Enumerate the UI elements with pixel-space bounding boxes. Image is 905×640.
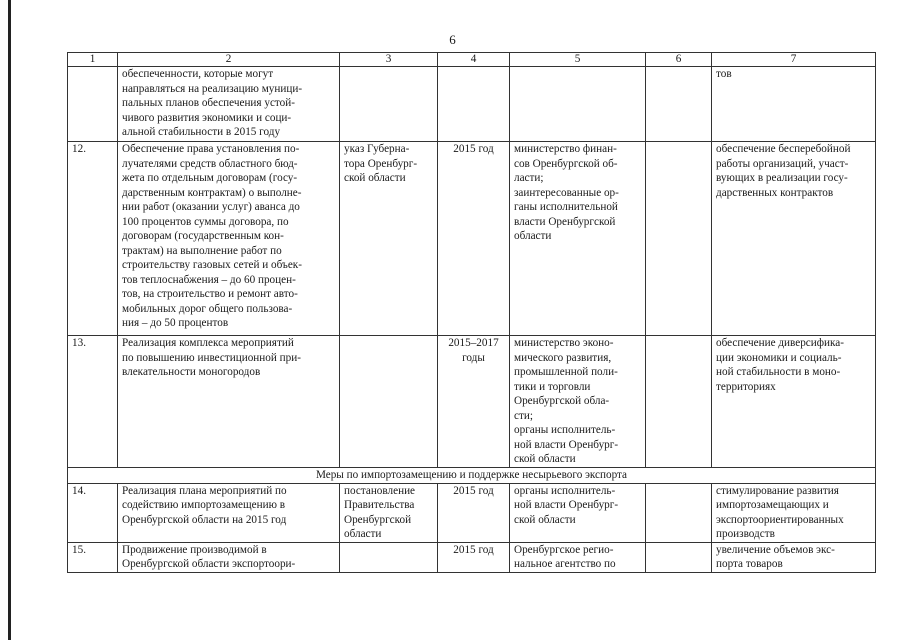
- executor-cell: [510, 542, 646, 572]
- result-cell: [712, 542, 876, 572]
- row-number: 13.: [68, 336, 118, 468]
- cell-text-line: лучателями средств областного бюд-: [122, 157, 298, 170]
- cell-text-line: мобильных дорог общего пользова-: [122, 302, 293, 315]
- measure-cell: [118, 483, 340, 542]
- cell-text-line: ской области: [344, 172, 406, 184]
- cell-text-line: ской области: [514, 513, 576, 526]
- column-header-4: 4: [438, 53, 510, 67]
- measure-cell: [118, 142, 340, 336]
- cell-text-line: тов: [716, 68, 732, 80]
- cell-text-line: трактам) на выполнение работ по: [122, 244, 282, 257]
- cell-text-line: ной власти Оренбург-: [514, 499, 619, 511]
- cell-text-line: тов, на строительство и ремонт авто-: [122, 288, 298, 300]
- cell-text-line: власти Оренбургской: [514, 215, 616, 228]
- column-6-cell: [646, 336, 712, 468]
- cell-text-line: Обеспечение права установления по-: [122, 143, 300, 155]
- cell-text-line: области: [344, 528, 382, 540]
- cell-text-line: альной стабильности в 2015 году: [122, 126, 281, 138]
- cell-text-line: 100 процентов суммы договора, по: [122, 215, 289, 228]
- column-number-row: [68, 53, 876, 67]
- cell-text-line: обеспечение диверсифика-: [716, 337, 844, 349]
- cell-text-line: ганы исполнительной: [514, 201, 618, 213]
- period-cell: [438, 336, 510, 468]
- column-header-7: 7: [712, 53, 876, 67]
- cell-text-line: ции экономики и социаль-: [716, 351, 842, 364]
- result-cell: [712, 336, 876, 468]
- row-number: 14.: [68, 483, 118, 542]
- column-6-cell: [646, 542, 712, 572]
- executor-cell: [510, 483, 646, 542]
- cell-text-line: влекательности моногородов: [122, 366, 261, 378]
- column-6-cell: [646, 483, 712, 542]
- document-cell: [340, 67, 438, 142]
- cell-text-line: экспортоориентированных: [716, 513, 844, 526]
- cell-text-line: постановление: [344, 484, 416, 497]
- cell-text-line: увеличение объемов экс-: [716, 543, 835, 556]
- cell-text-line: тора Оренбург-: [344, 157, 418, 170]
- table-row-continuation: [68, 67, 876, 142]
- cell-text-line: договорам (государственным кон-: [122, 230, 284, 242]
- cell-text-line: Правительства: [344, 499, 415, 511]
- row-number: 15.: [68, 542, 118, 572]
- cell-text-line: сов Оренбургской об-: [514, 157, 618, 170]
- cell-text-line: порта товаров: [716, 558, 783, 570]
- result-cell: [712, 67, 876, 142]
- cell-text-line: 2015 год: [453, 143, 494, 155]
- measure-cell: [118, 336, 340, 468]
- cell-text-line: Продвижение производимой в: [122, 543, 267, 556]
- cell-text-line: территориях: [716, 380, 776, 393]
- cell-text-line: нии работ (оказании услуг) аванса до: [122, 201, 300, 213]
- cell-text-line: мического развития,: [514, 351, 612, 364]
- cell-text-line: нальное агентство по: [514, 558, 616, 570]
- period-cell: [438, 142, 510, 336]
- column-header-1: 1: [68, 53, 118, 67]
- result-cell: [712, 483, 876, 542]
- cell-text-line: указ Губерна-: [344, 143, 410, 155]
- row-number: [68, 67, 118, 142]
- table-row-14: [68, 483, 876, 542]
- column-6-cell: [646, 142, 712, 336]
- cell-text-line: министерство финан-: [514, 143, 617, 155]
- executor-cell: [510, 67, 646, 142]
- cell-text-line: органы исполнитель-: [514, 484, 616, 497]
- section-row: [68, 468, 876, 484]
- cell-text-line: содействию импортозамещению в: [122, 499, 286, 511]
- result-cell: [712, 142, 876, 336]
- cell-text-line: дарственных контрактов: [716, 186, 834, 199]
- column-header-5: 5: [510, 53, 646, 67]
- measures-table: [67, 52, 876, 573]
- cell-text-line: по повышению инвестиционной при-: [122, 351, 301, 364]
- measure-cell: [118, 67, 340, 142]
- cell-text-line: обеспечение бесперебойной: [716, 143, 851, 155]
- period-cell: [438, 542, 510, 572]
- table-row-15: [68, 542, 876, 572]
- cell-text-line: стимулирование развития: [716, 484, 839, 497]
- cell-text-line: годы: [462, 351, 485, 364]
- document-cell: [340, 142, 438, 336]
- cell-text-line: 2015 год: [453, 484, 494, 497]
- document-cell: [340, 483, 438, 542]
- table-row-13: [68, 336, 876, 468]
- cell-text-line: 2015–2017: [448, 337, 499, 349]
- column-header-6: 6: [646, 53, 712, 67]
- cell-text-line: тов теплоснабжения – до 60 процен-: [122, 273, 296, 286]
- cell-text-line: дарственным контрактам) о выполне-: [122, 186, 302, 199]
- cell-text-line: ской области: [514, 453, 576, 465]
- cell-text-line: промышленной поли-: [514, 366, 618, 378]
- cell-text-line: работы организаций, участ-: [716, 157, 849, 170]
- cell-text-line: обеспеченности, которые могут: [122, 68, 274, 80]
- section-title: Меры по импортозамещению и поддержке несырьевого экспорта: [68, 468, 876, 484]
- period-cell: [438, 67, 510, 142]
- column-6-cell: [646, 67, 712, 142]
- cell-text-line: Оренбургской области экспортоори-: [122, 558, 296, 570]
- left-margin-bar: [8, 0, 11, 640]
- document-cell: [340, 542, 438, 572]
- cell-text-line: ной власти Оренбург-: [514, 438, 619, 451]
- cell-text-line: Оренбургской области на 2015 год: [122, 513, 287, 526]
- document-cell: [340, 336, 438, 468]
- measure-cell: [118, 542, 340, 572]
- column-header-2: 2: [118, 53, 340, 67]
- cell-text-line: заинтересованные ор-: [514, 186, 619, 199]
- cell-text-line: министерство эконо-: [514, 337, 614, 349]
- cell-text-line: ной стабильности в моно-: [716, 366, 841, 378]
- column-header-3: 3: [340, 53, 438, 67]
- cell-text-line: Оренбургское регио-: [514, 543, 614, 556]
- cell-text-line: ласти;: [514, 172, 544, 184]
- cell-text-line: области: [514, 230, 552, 242]
- cell-text-line: направляться на реализацию муници-: [122, 82, 303, 95]
- cell-text-line: импортозамещающих и: [716, 499, 829, 511]
- page-number: 6: [449, 32, 456, 47]
- table-row-12: [68, 142, 876, 336]
- cell-text-line: производств: [716, 528, 775, 540]
- cell-text-line: сти;: [514, 409, 533, 422]
- cell-text-line: пальных планов обеспечения устой-: [122, 97, 295, 109]
- cell-text-line: тики и торговли: [514, 380, 591, 393]
- cell-text-line: ния – до 50 процентов: [122, 317, 229, 329]
- cell-text-line: Реализация комплекса мероприятий: [122, 337, 294, 349]
- cell-text-line: жета по отдельным договорам (госу-: [122, 172, 298, 184]
- cell-text-line: Оренбургской: [344, 513, 412, 526]
- row-number: 12.: [68, 142, 118, 336]
- cell-text-line: органы исполнитель-: [514, 424, 616, 436]
- executor-cell: [510, 142, 646, 336]
- cell-text-line: строительству газовых сетей и объек-: [122, 259, 302, 271]
- cell-text-line: 2015 год: [453, 543, 494, 556]
- cell-text-line: Реализация плана мероприятий по: [122, 484, 287, 497]
- cell-text-line: Оренбургской обла-: [514, 395, 610, 407]
- cell-text-line: вующих в реализации госу-: [716, 172, 848, 184]
- cell-text-line: чивого развития экономики и соци-: [122, 111, 292, 124]
- executor-cell: [510, 336, 646, 468]
- period-cell: [438, 483, 510, 542]
